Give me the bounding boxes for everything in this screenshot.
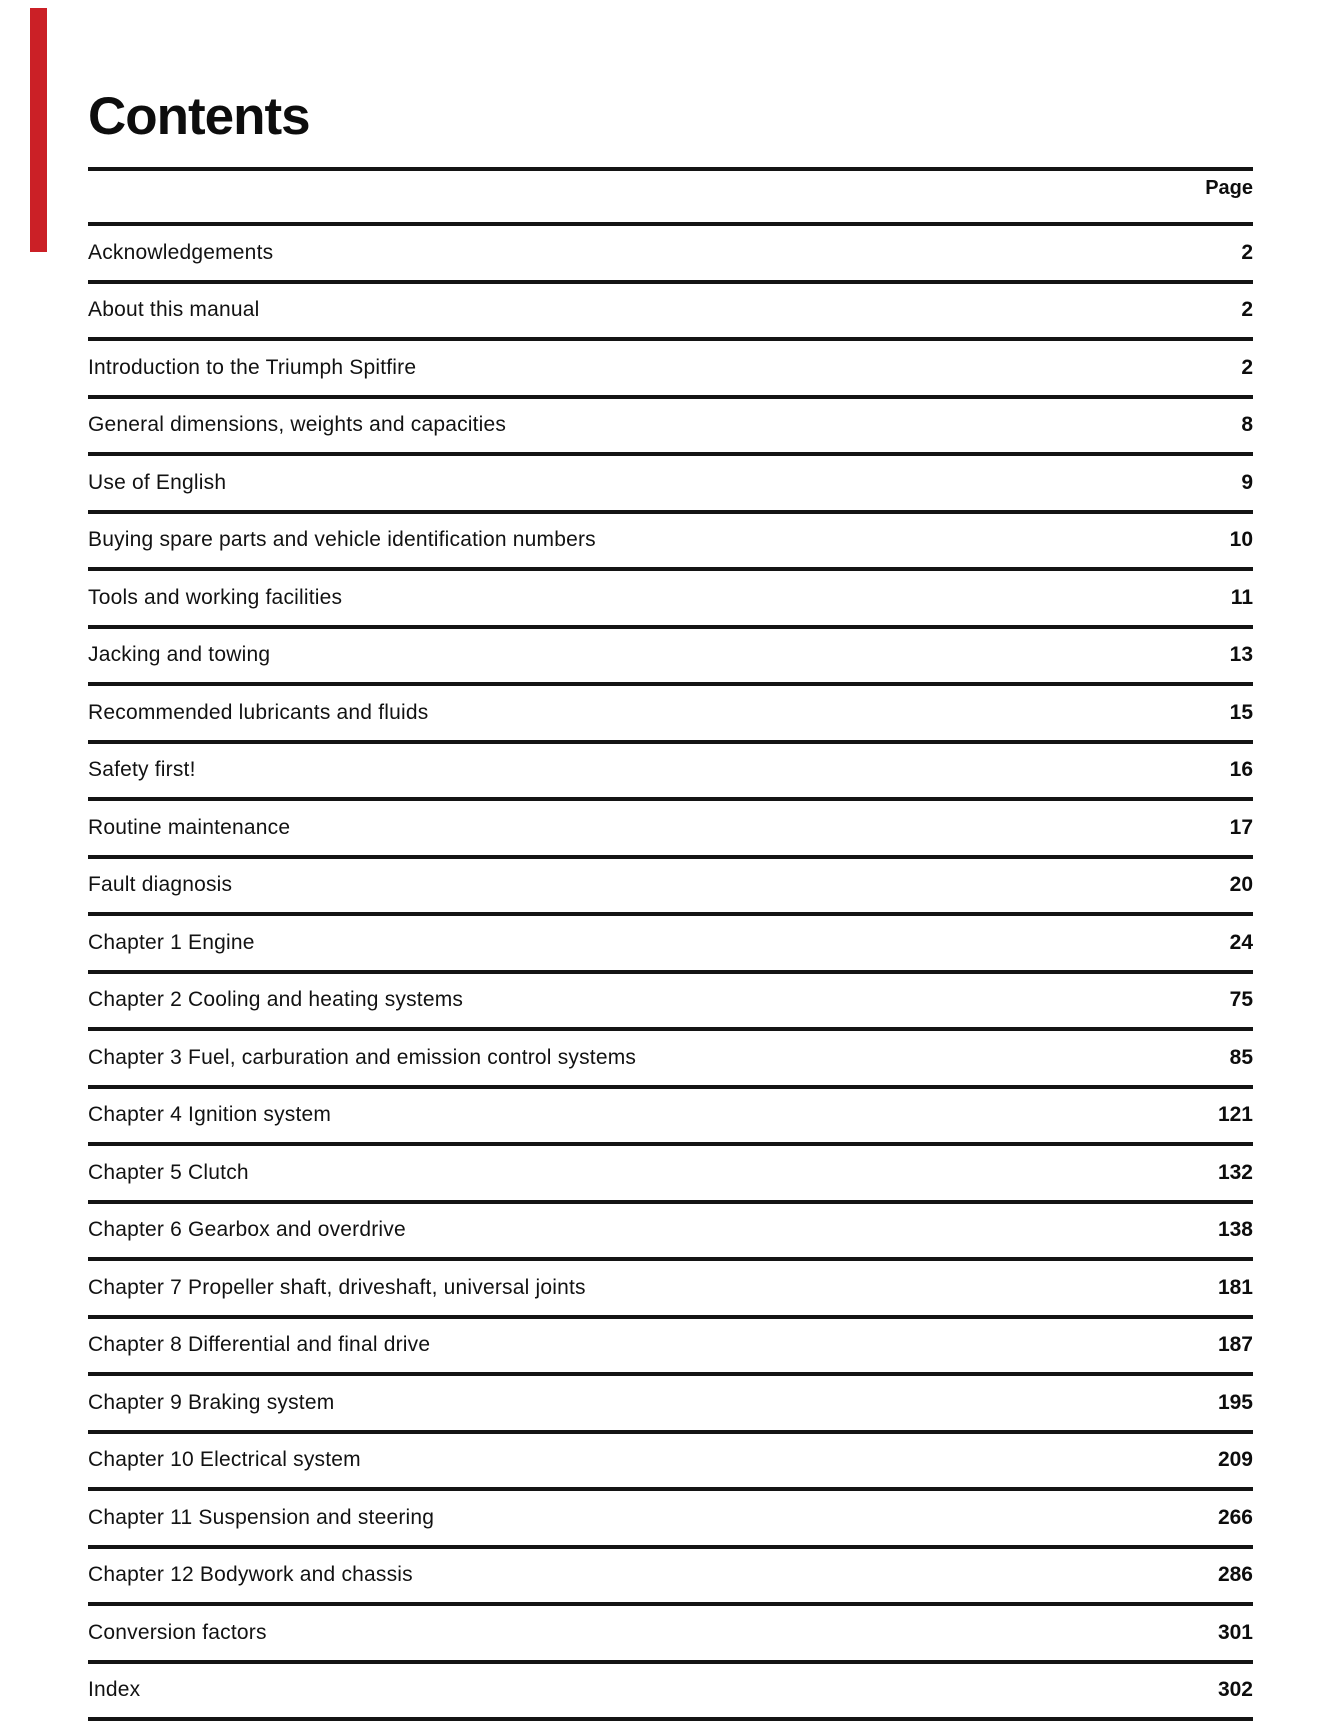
toc-entry-row: [88, 1027, 1253, 1085]
toc-entry-page-number: 2: [1241, 240, 1253, 264]
toc-entry-page-number: 15: [1229, 700, 1253, 724]
toc-entry-row: [88, 1315, 1253, 1373]
toc-entry-row: [88, 625, 1253, 683]
title-divider: [88, 167, 1253, 171]
toc-entry-row: [88, 452, 1253, 510]
toc-list: [88, 222, 1253, 1721]
toc-entry-label: Routine maintenance: [88, 815, 291, 839]
toc-entry-row: [88, 567, 1253, 625]
toc-entry-label: Chapter 1 Engine: [88, 930, 255, 954]
toc-entry-label: Acknowledgements: [88, 240, 274, 264]
toc-entry-label: Buying spare parts and vehicle identification numbers: [88, 528, 596, 552]
toc-entry-page-number: 9: [1241, 470, 1253, 494]
toc-entry-row: [88, 797, 1253, 855]
toc-entry-page-number: 181: [1217, 1275, 1253, 1299]
toc-entry-page-number: 16: [1229, 758, 1253, 782]
contents-page: [88, 0, 1253, 1721]
toc-entry-page-number: 85: [1229, 1045, 1253, 1069]
toc-entry-row: [88, 682, 1253, 740]
toc-entry-label: Chapter 8 Differential and final drive: [88, 1333, 431, 1357]
toc-entry-row: [88, 1085, 1253, 1143]
page-column-header: Page: [1205, 177, 1253, 199]
toc-entry-label: Chapter 12 Bodywork and chassis: [88, 1563, 413, 1587]
toc-entry-row: [88, 1200, 1253, 1258]
toc-entry-label: Tools and working facilities: [88, 585, 343, 609]
toc-entry-row: [88, 1257, 1253, 1315]
toc-entry-page-number: 8: [1241, 413, 1253, 437]
toc-entry-page-number: 132: [1217, 1160, 1253, 1184]
toc-entry-row: [88, 1660, 1253, 1718]
toc-entry-page-number: 17: [1229, 815, 1253, 839]
toc-entry-label: About this manual: [88, 298, 260, 322]
toc-entry-page-number: 24: [1229, 930, 1253, 954]
toc-entry-page-number: 10: [1229, 528, 1253, 552]
toc-entry-label: Chapter 10 Electrical system: [88, 1448, 361, 1472]
toc-entry-page-number: 20: [1229, 873, 1253, 897]
toc-entry-label: Conversion factors: [88, 1620, 267, 1644]
toc-entry-row: [88, 510, 1253, 568]
toc-entry-label: Chapter 4 Ignition system: [88, 1103, 332, 1127]
toc-entry-label: Chapter 9 Braking system: [88, 1390, 335, 1414]
toc-entry-page-number: 2: [1241, 298, 1253, 322]
toc-entry-label: Chapter 7 Propeller shaft, driveshaft, universal joints: [88, 1275, 586, 1299]
toc-entry-page-number: 121: [1217, 1103, 1253, 1127]
toc-entry-label: Fault diagnosis: [88, 873, 233, 897]
toc-entry-row: [88, 337, 1253, 395]
toc-entry-label: General dimensions, weights and capacities: [88, 413, 507, 437]
toc-entry-page-number: 75: [1229, 988, 1253, 1012]
toc-entry-label: Chapter 5 Clutch: [88, 1160, 249, 1184]
toc-entry-row: [88, 1430, 1253, 1488]
toc-entry-row: [88, 855, 1253, 913]
toc-entry-label: Chapter 2 Cooling and heating systems: [88, 988, 464, 1012]
toc-entry-row: [88, 1602, 1253, 1660]
toc-entry-page-number: 2: [1241, 355, 1253, 379]
toc-entry-page-number: 138: [1217, 1218, 1253, 1242]
toc-entry-row: [88, 1545, 1253, 1603]
toc-entry-page-number: 302: [1217, 1678, 1253, 1702]
toc-entry-label: Index: [88, 1678, 141, 1702]
toc-entry-page-number: 187: [1217, 1333, 1253, 1357]
toc-entry-label: Chapter 3 Fuel, carburation and emission control systems: [88, 1045, 637, 1069]
toc-entry-label: Chapter 6 Gearbox and overdrive: [88, 1218, 406, 1242]
toc-entry-label: Jacking and towing: [88, 643, 271, 667]
toc-entry-label: Introduction to the Triumph Spitfire: [88, 355, 417, 379]
toc-entry-row: [88, 280, 1253, 338]
toc-entry-row: [88, 395, 1253, 453]
toc-entry-page-number: 209: [1217, 1448, 1253, 1472]
toc-entry-page-number: 195: [1217, 1390, 1253, 1414]
toc-entry-row: [88, 1487, 1253, 1545]
toc-entry-label: Use of English: [88, 470, 227, 494]
toc-entry-page-number: 11: [1230, 585, 1253, 609]
toc-entry-row: [88, 740, 1253, 798]
toc-entry-row: [88, 1372, 1253, 1430]
toc-entry-page-number: 286: [1217, 1563, 1253, 1587]
toc-entry-label: Chapter 11 Suspension and steering: [88, 1505, 435, 1529]
toc-entry-row: [88, 970, 1253, 1028]
toc-entry-label: Safety first!: [88, 758, 196, 782]
toc-entry-row: [88, 222, 1253, 280]
toc-entry-page-number: 301: [1217, 1620, 1253, 1644]
page-title: Contents: [88, 87, 310, 146]
toc-entry-row: [88, 1142, 1253, 1200]
toc-entry-page-number: 13: [1229, 643, 1253, 667]
toc-entry-page-number: 266: [1217, 1505, 1253, 1529]
accent-red-bar: [30, 8, 47, 252]
toc-entry-label: Recommended lubricants and fluids: [88, 700, 429, 724]
toc-entry-row: [88, 912, 1253, 970]
